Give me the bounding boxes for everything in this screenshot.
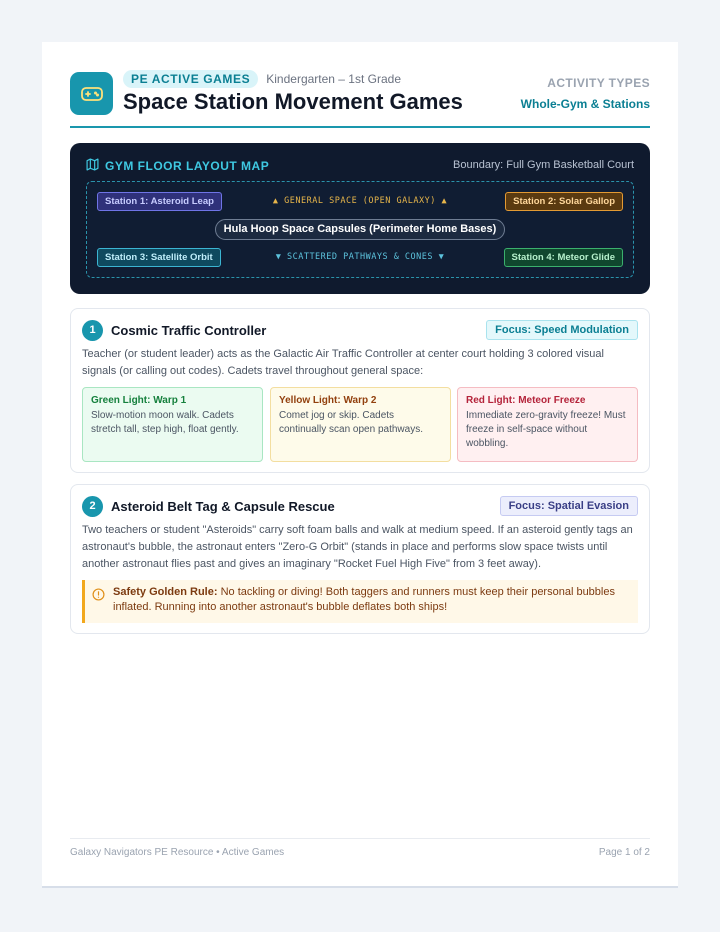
- alert-circle-icon: [92, 588, 105, 606]
- focus-badge: Focus: Spatial Evasion: [500, 496, 638, 516]
- green-light-text: Slow-motion moon walk. Cadets stretch tall, step high, float gently.: [91, 410, 239, 435]
- map-boundary: Boundary: Full Gym Basketball Court: [453, 159, 634, 171]
- grade-label: Kindergarten – 1st Grade: [266, 72, 401, 86]
- activity-types-label: ACTIVITY TYPES: [547, 76, 650, 90]
- map-icon: [86, 158, 105, 174]
- header: [70, 70, 650, 130]
- safety-callout: [82, 580, 638, 623]
- map-field: [86, 181, 634, 278]
- yellow-light-box: [270, 387, 451, 462]
- hula-hoop-label: Hula Hoop Space Capsules (Perimeter Home Bases): [215, 219, 505, 240]
- safety-label: Safety Golden Rule:: [113, 586, 218, 598]
- green-light-title: Green Light: Warp 1: [91, 395, 187, 406]
- general-space-label: ▲ GENERAL SPACE (OPEN GALAXY) ▲: [272, 196, 448, 206]
- footer-divider: [70, 838, 650, 839]
- green-light-box: [82, 387, 263, 462]
- activity-types-value: Whole-Gym & Stations: [520, 97, 650, 111]
- station-2: Station 2: Solar Gallop: [505, 192, 623, 211]
- station-4: Station 4: Meteor Glide: [504, 248, 623, 267]
- game-card-1: [70, 308, 650, 473]
- category-pill: PE ACTIVE GAMES: [123, 70, 258, 88]
- map-title-text: GYM FLOOR LAYOUT MAP: [105, 159, 270, 173]
- red-light-text: Immediate zero-gravity freeze! Must freeze in self-space without wobbling.: [466, 410, 626, 449]
- game-description: Teacher (or student leader) acts as the Galactic Air Traffic Controller at center court holding 3 colored visual signals (or calling out codes). Cadets travel throughout general space:: [82, 348, 604, 377]
- game-number-badge: 2: [82, 496, 103, 517]
- station-3: Station 3: Satellite Orbit: [97, 248, 221, 267]
- document-page: [42, 42, 678, 888]
- game-title: Cosmic Traffic Controller: [111, 323, 267, 338]
- station-1: Station 1: Asteroid Leap: [97, 192, 222, 211]
- game-number-badge: 1: [82, 320, 103, 341]
- game-description: Two teachers or student "Asteroids" carry soft foam balls and walk at medium speed. If an asteroid gently tags an astronaut's bubble, the astronaut enters "Zero-G Orbit" (stands in place and performs slow space twists until another astronaut flies past and gives an imaginary "Rocket Fuel High Five" from 3 feet away).: [82, 524, 633, 570]
- scattered-pathways-label: ▼ SCATTERED PATHWAYS & CONES ▼: [275, 252, 445, 262]
- gym-floor-map: [70, 143, 650, 294]
- footer-source: Galaxy Navigators PE Resource • Active Games: [70, 847, 285, 858]
- safety-text: No tackling or diving! Both taggers and runners must keep their personal bubbles inflated. Running into another astronaut's bubble deflates both ships!: [113, 586, 615, 613]
- game-card-2: [70, 484, 650, 634]
- activity-types: [521, 76, 650, 111]
- focus-badge: Focus: Speed Modulation: [486, 320, 638, 340]
- map-title: [86, 158, 269, 174]
- red-light-box: [457, 387, 638, 462]
- page-title: Space Station Movement Games: [123, 89, 463, 114]
- game-title: Asteroid Belt Tag & Capsule Rescue: [111, 499, 335, 514]
- yellow-light-title: Yellow Light: Warp 2: [279, 395, 377, 406]
- header-divider: [70, 126, 650, 128]
- red-light-title: Red Light: Meteor Freeze: [466, 395, 586, 406]
- gamepad-icon: [70, 72, 113, 115]
- yellow-light-text: Comet jog or skip. Cadets continually scan open pathways.: [279, 410, 423, 435]
- page-number: Page 1 of 2: [598, 847, 650, 858]
